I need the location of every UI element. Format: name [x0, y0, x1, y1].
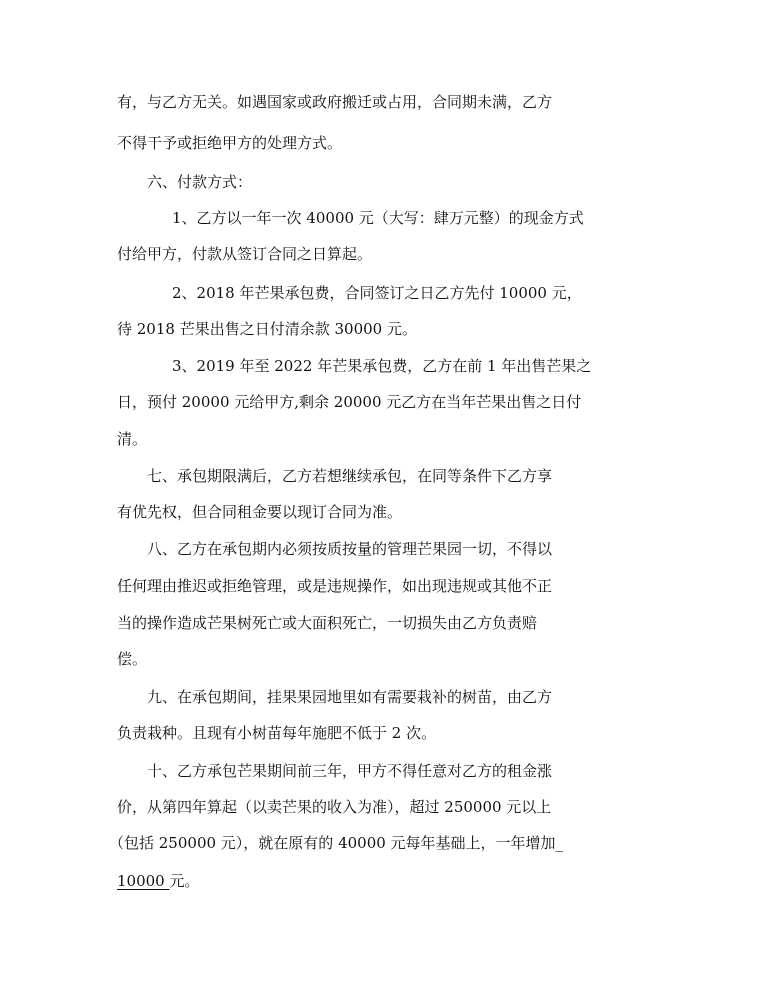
text-line: 3、2019 年至 2022 年芒果承包费，乙方在前 1 年出售芒果之 [172, 357, 592, 375]
section-heading-payment: 六、付款方式： [147, 173, 253, 191]
text-line: 当的操作造成芒果树死亡或大面积死亡，一切损失由乙方负责赔 [117, 614, 538, 632]
text-line: 待 2018 芒果出售之日付清余款 30000 元。 [117, 320, 417, 338]
section-heading-planting: 九、在承包期间，挂果果园地里如有需要栽补的树苗，由乙方 [147, 688, 553, 706]
text-line: 1、乙方以一年一次 40000 元（大写：肆万元整）的现金方式 [172, 209, 584, 227]
text-line: 有优先权，但合同租金要以现订合同为准。 [117, 503, 403, 521]
text-line: 偿。 [117, 650, 148, 668]
text-line: 负责栽种。且现有小树苗每年施肥不低于 2 次。 [117, 724, 437, 742]
section-heading-renewal: 七、承包期限满后，乙方若想继续承包，在同等条件下乙方享 [147, 467, 553, 485]
underlined-amount: 10000 [117, 872, 170, 890]
section-heading-management: 八、乙方在承包期内必须按质按量的管理芒果园一切，不得以 [147, 540, 553, 558]
text-line: 日，预付 20000 元给甲方,剩余 20000 元乙方在当年芒果出售之日付 [117, 393, 582, 411]
text-line: 价，从第四年算起（以卖芒果的收入为准），超过 250000 元以上 [117, 798, 552, 816]
text-suffix: 元。 [169, 872, 200, 890]
text-line: 付给甲方，付款从签订合同之日算起。 [117, 245, 373, 263]
text-line: （包括 250000 元），就在原有的 40000 元每年基础上，一年增加_ [109, 834, 564, 852]
section-heading-rent-increase: 十、乙方承包芒果期间前三年，甲方不得任意对乙方的租金涨 [147, 762, 553, 780]
text-line: 任何理由推迟或拒绝管理，或是违规操作，如出现违规或其他不正 [117, 577, 553, 595]
text-line: 2、2018 年芒果承包费，合同签订之日乙方先付 10000 元， [172, 284, 582, 302]
text-line: 有，与乙方无关。如遇国家或政府搬迁或占用，合同期未满，乙方 [117, 93, 553, 111]
text-line: 清。 [117, 430, 148, 448]
text-line: 不得干予或拒绝甲方的处理方式。 [117, 134, 343, 152]
text-line-last [117, 869, 200, 893]
